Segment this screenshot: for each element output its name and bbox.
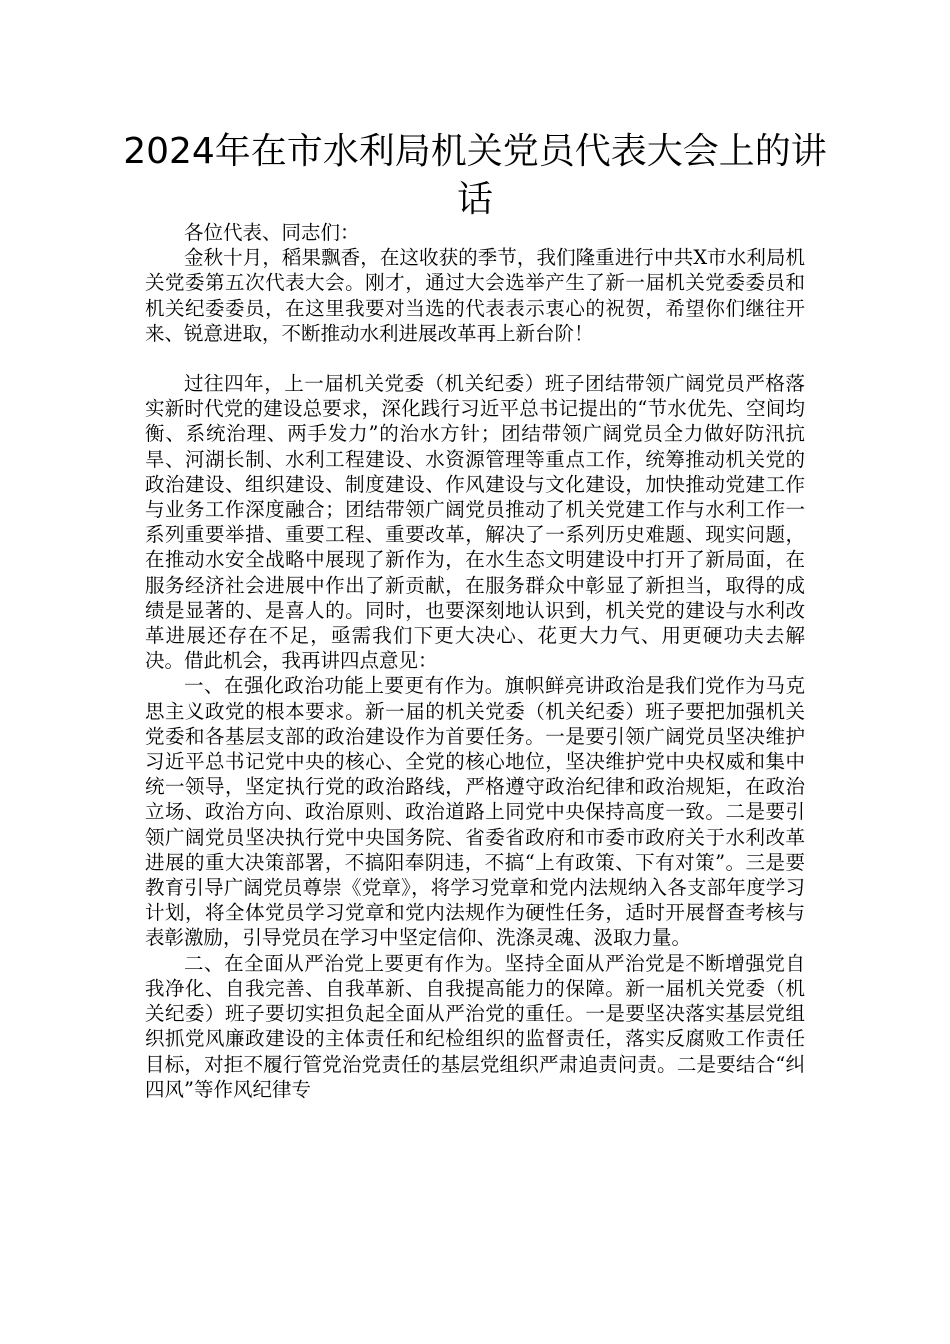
paragraph-point-one: 一、在强化政治功能上要更有作为。旗帜鲜亮讲政治是我们党作为马克思主义政党的根本要求。新一届的机关党委（机关纪委）班子要把加强机关党委和各基层支部的政治建设作为首要任务。一是要引领广阔党员坚决维护习近平总书记党中央的核心、全党的核心地位，坚决维护党中央权威和集中统一领导，坚定执行党的政治路线，严格遵守政治纪律和政治规矩，在政治立场、政治方向、政治原则、政治道路上同党中央保持高度一致。二是要引领广阔党员坚决执行党中央国务院、省委省政府和市委市政府关于水利改革进展的重大决策部署，不搞阳奉阴违，不搞“上有政策、下有对策”。三是要教育引导广阔党员尊崇《党章》，将学习党章和党内法规纳入各支部年度学习计划，将全体党员学习党章和党内法规作为硬性任务，适时开展督查考核与表彰激励，引导党员在学习中坚定信仰、洗涤灵魂、汲取力量。 bbox=[145, 674, 805, 950]
document-title: 2024年在市水利局机关党员代表大会上的讲话 bbox=[123, 131, 827, 220]
document-body bbox=[145, 220, 805, 1102]
paragraph-point-two: 二、在全面从严治党上要更有作为。坚持全面从严治党是不断增强党自我净化、自我完善、自我革新、自我提高能力的保障。新一届机关党委（机关纪委）班子要切实担负起全面从严治党的重任。一是要坚决落实基层党组织抓党风廉政建设的主体责任和纪检组织的监督责任，落实反腐败工作责任目标，对拒不履行管党治党责任的基层党组织严肃追责问责。二是要结合“纠四风”等作风纪律专 bbox=[145, 951, 805, 1101]
salutation: 各位代表、同志们： bbox=[184, 221, 360, 244]
paragraph-review: 过往四年，上一届机关党委（机关纪委）班子团结带领广阔党员严格落实新时代党的建设总要求，深化践行习近平总书记提出的“节水优先、空间均衡、系统治理、两手发力”的治水方针；团结带领广阔党员全力做好防汛抗旱、河湖长制、水利工程建设、水资源管理等重点工作，统筹推动机关党的政治建设、组织建设、制度建设、作风建设与文化建设，加快推动党建工作与业务工作深度融合；团结带领广阔党员推动了机关党建工作与水利工作一系列重要举措、重要工程、重要改革，解决了一系列历史难题、现实问题，在推动水安全战略中展现了新作为，在水生态文明建设中打开了新局面，在服务经济社会进展中作出了新贡献，在服务群众中彰显了新担当，取得的成绩是显著的、是喜人的。同时，也要深刻地认识到，机关党的建设与水利改革进展还存在不足，亟需我们下更大决心、花更大力气、用更硬功夫去解决。借此机会，我再讲四点意见： bbox=[145, 372, 805, 673]
paragraph-opening: 金秋十月，稻果飘香，在这收获的季节，我们隆重进行中共X市水利局机关党委第五次代表大会。刚才，通过大会选举产生了新一届机关党委委员和机关纪委委员，在这里我要对当选的代表表示衷心的祝贺，希望你们继往开来、锐意进取，不断推动水利进展改革再上新台阶！ bbox=[145, 246, 805, 345]
